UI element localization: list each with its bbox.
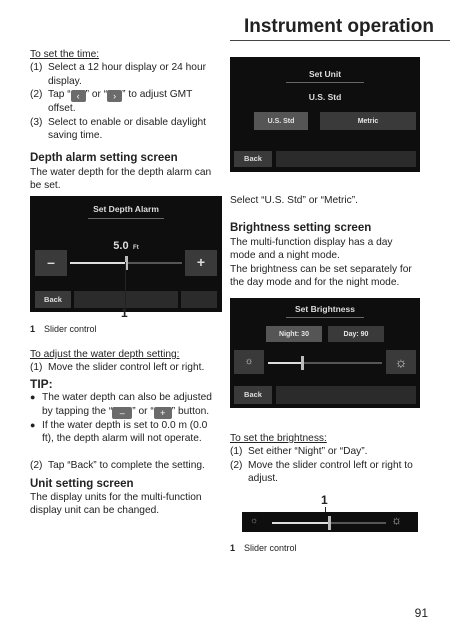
brightness-screen	[230, 298, 420, 408]
slider-caption: 1 Slider control	[230, 543, 297, 553]
back-button[interactable]: Back	[35, 291, 71, 308]
time-step-2: (2) Tap “ ‹ ” or “ › ” to adjust GMT offset.	[30, 89, 193, 115]
adjust-step-1: (1) Move the slider control left or right.	[30, 362, 205, 374]
brightness-text-2: The brightness can be set separately for the day mode and for the night mode.	[230, 263, 412, 289]
bottom-bar	[276, 151, 416, 167]
chevron-left-icon: ‹	[71, 90, 86, 102]
slider-detail-image	[242, 512, 418, 532]
slider-fill	[268, 362, 302, 364]
callout-leader-line	[125, 262, 126, 310]
time-section	[30, 48, 222, 142]
brightness-text	[230, 236, 420, 290]
unit-heading: Unit setting screen	[30, 478, 134, 490]
callout-number: 1	[321, 493, 328, 507]
sun-large-icon[interactable]: ☼	[386, 350, 416, 374]
plus-button-icon: +	[154, 407, 172, 419]
plus-button[interactable]: +	[185, 250, 217, 276]
slider-track[interactable]	[70, 262, 182, 264]
adjust-step-2: (2) Tap “Back” to complete the setting.	[30, 460, 205, 472]
day-setting[interactable]: Day: 90	[328, 326, 384, 342]
brightness-step-2: (2) Move the slider control left or right to adjust.	[230, 459, 413, 485]
depth-unit: Ft	[133, 245, 139, 251]
depth-text: The water depth for the depth alarm can be set.	[30, 167, 212, 192]
depth-alarm-screen	[30, 196, 222, 312]
current-unit: U.S. Std	[308, 92, 342, 102]
brightness-slider-track[interactable]	[268, 362, 382, 364]
depth-heading: Depth alarm setting screen	[30, 152, 178, 164]
sun-large-icon: ☼	[391, 513, 402, 527]
title-underline	[286, 82, 364, 83]
depth-value: 5.0	[113, 240, 129, 252]
page-header-title: Instrument operation	[243, 16, 434, 37]
slider-track	[272, 522, 386, 524]
slider-handle	[328, 516, 331, 530]
unit-screen	[230, 57, 420, 172]
sun-small-icon: ☼	[250, 515, 259, 525]
brightness-heading: Brightness setting screen	[230, 222, 372, 234]
unit-text: The display units for the multi-function display unit can be changed.	[30, 492, 202, 517]
back-button[interactable]: Back	[234, 386, 272, 404]
tip-bullet-2: ● If the water depth is set to 0.0 m (0.0 ft), the depth alarm will not operate.	[30, 419, 208, 445]
bottom-bar-right	[181, 291, 217, 308]
brightness-text-1: The multi-function display has a day mode and a night mode.	[230, 237, 393, 262]
select-unit-text: Select “U.S. Std” or “Metric”.	[230, 195, 358, 206]
title-underline	[286, 317, 364, 318]
minus-button[interactable]: –	[35, 250, 67, 276]
night-setting[interactable]: Night: 30	[266, 326, 322, 342]
screen-title: Set Depth Alarm	[93, 204, 159, 214]
time-step-1: (1) Select a 12 hour display or 24 hour display.	[30, 62, 207, 87]
time-heading: To set the time:	[30, 49, 100, 60]
slider-fill	[70, 262, 126, 264]
header-rule	[230, 40, 450, 41]
unit-option-us-std[interactable]: U.S. Std	[254, 112, 308, 130]
slider-handle[interactable]	[301, 356, 304, 370]
adjust-heading: To adjust the water depth setting:	[30, 349, 180, 360]
set-brightness-section	[230, 432, 420, 486]
time-step-3: (3) Select to enable or disable daylight saving time.	[30, 116, 207, 142]
adjust-section	[30, 348, 222, 473]
screen-title: Set Brightness	[295, 304, 355, 314]
callout-number: 1	[121, 306, 128, 320]
brightness-step-1: (1) Set either “Night” or “Day”.	[230, 446, 368, 458]
page-number: 91	[414, 606, 428, 620]
tip-bullet-1: ● The water depth can also be adjusted by tapping the “ – ” or “ + ” button.	[30, 392, 212, 418]
slider-caption: 1 Slider control	[30, 324, 97, 334]
minus-button-icon: –	[112, 407, 132, 419]
screen-title: Set Unit	[308, 69, 342, 79]
tip-label: TIP:	[30, 376, 53, 391]
bottom-bar	[276, 386, 416, 404]
unit-option-metric[interactable]: Metric	[320, 112, 416, 130]
slider-fill	[272, 522, 329, 524]
chevron-right-icon: ›	[107, 90, 122, 102]
sun-small-icon[interactable]: ☼	[234, 350, 264, 374]
back-button[interactable]: Back	[234, 151, 272, 167]
set-brightness-heading: To set the brightness:	[230, 433, 327, 444]
title-underline	[88, 218, 164, 219]
